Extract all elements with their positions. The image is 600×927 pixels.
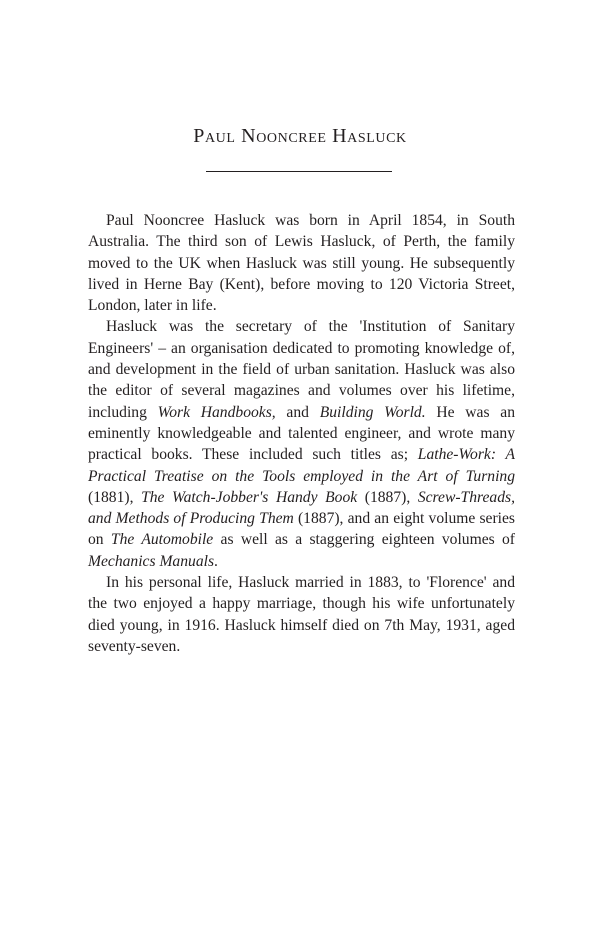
paragraph-text: Hasluck was the secretary of the 'Institution of Sanitary Engineers' – an organisation dedicated to promoting knowledge of, and development in the field of urban sanitation. Hasluck was also the editor of several magazines and volumes over his lifetime, including [88,318,515,421]
paragraph-text: (1881), [88,488,142,506]
italic-title-text: Mechanics Manuals [88,552,215,570]
paragraph-text: He was an eminently knowledgeable and talented engineer, and wrote many practical books. These included such titles as; [88,403,515,464]
page-title: Paul Nooncree Hasluck [193,125,407,147]
italic-title-text: The Automobile [110,531,214,549]
italic-title-text: Lathe-Work: A Practical Treatise on the Tools employed in the Art of Turning [88,446,515,485]
paragraph-text: (1887), [357,488,418,506]
paragraph-text: . [214,552,218,570]
italic-title-text: Screw-Threads, and Methods of Producing Them [88,488,515,528]
paragraph-text: In his personal life, Hasluck married in 1883, to 'Florence' and the two enjoyed a happy marriage, though his wife unfortunately died young, in 1916. Hasluck himself died on 7th May, 1931, aged seventy-seven. [88,574,515,655]
italic-title-text: Building World. [319,403,426,421]
biography-text [88,210,515,657]
title-divider [206,171,392,172]
body-paragraph [88,316,515,572]
italic-title-text: Work Handbooks, [157,403,276,421]
body-paragraph [88,210,515,316]
body-paragraph [88,572,515,657]
italic-title-text: The Watch-Jobber's Handy Book [141,488,358,506]
paragraph-text: as well as a staggering eighteen volumes of [213,531,515,549]
paragraph-text: Paul Nooncree Hasluck was born in April 1854, in South Australia. The third son of Lewis Hasluck, of Perth, the family moved to the UK when Hasluck was still young. He subsequently lived in Herne Bay (Kent), before moving to 120 Victoria Street, London, later in life. [88,212,515,315]
paragraph-text: and [275,403,320,421]
paragraph-text: (1887), and an eight volume series on [88,510,515,549]
